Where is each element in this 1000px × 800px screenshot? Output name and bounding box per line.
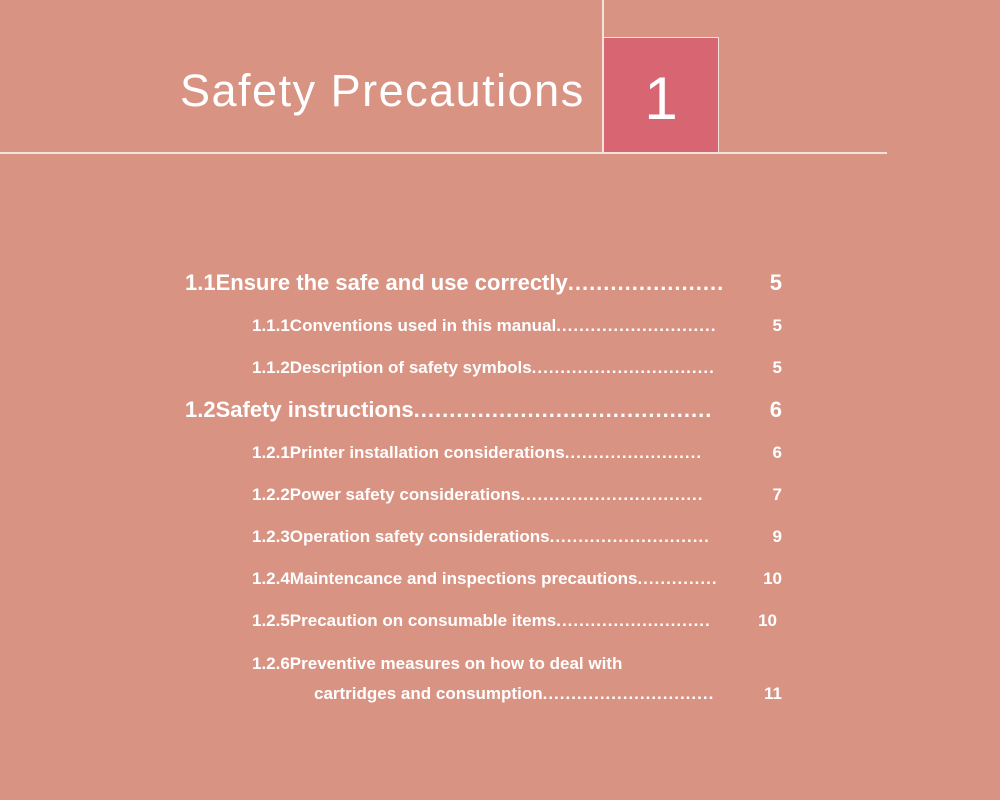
toc-page-number: 6 (769, 397, 782, 422)
toc-entry-1-2-2[interactable] (252, 485, 782, 505)
toc-entry-1-1-2[interactable] (252, 358, 782, 378)
toc-entry-1-2-6[interactable] (252, 654, 782, 704)
toc-page-number: 5 (769, 270, 782, 295)
toc-entry-label: 1.2.1Printer installation considerations (252, 443, 565, 462)
toc-dot-leader: ............................ (549, 527, 710, 546)
toc-dot-leader: .............. (637, 569, 718, 588)
toc-page-number: 7 (772, 485, 782, 504)
toc-entry-1-2-5[interactable] (252, 611, 777, 631)
toc-entry-1-2-1[interactable] (252, 443, 782, 463)
toc-dot-leader: ...................... (567, 270, 725, 295)
toc-dot-leader: ........................... (556, 611, 711, 630)
toc-entry-continuation (252, 684, 782, 704)
toc-entry-label: 1.1.2Description of safety symbols (252, 358, 532, 377)
toc-dot-leader: .......................................... (413, 397, 713, 422)
toc-page-number: 11 (764, 684, 782, 703)
toc-entry-label: 1.2.4Maintencance and inspections precautions (252, 569, 638, 588)
chapter-number: 1 (644, 65, 678, 132)
toc-dot-leader: .............................. (542, 684, 715, 703)
toc-dot-leader: ........................ (564, 443, 703, 462)
toc-entry-1-1-1[interactable] (252, 316, 782, 336)
toc-dot-leader: ................................ (531, 358, 715, 377)
toc-entry-label-continuation: cartridges and consumption (314, 684, 543, 703)
toc-entry-1-2-3[interactable] (252, 527, 782, 547)
toc-entry-label: 1.1.1Conventions used in this manual (252, 316, 557, 335)
toc-page-number: 5 (772, 358, 782, 377)
chapter-number-box (603, 37, 719, 153)
toc-entry-1-1[interactable] (185, 270, 782, 296)
toc-entry-label: 1.1Ensure the safe and use correctly (185, 270, 568, 295)
toc-entry-label: 1.2.2Power safety considerations (252, 485, 521, 504)
toc-page-number: 6 (772, 443, 782, 462)
toc-dot-leader: ................................ (520, 485, 704, 504)
toc-page-number: 10 (758, 611, 777, 630)
toc-entry-label: 1.2.6Preventive measures on how to deal with (252, 654, 623, 673)
toc-page-number: 5 (772, 316, 782, 335)
toc-entry-label: 1.2Safety instructions (185, 397, 414, 422)
toc-page-number: 10 (763, 569, 782, 588)
toc-entry-1-2[interactable] (185, 397, 782, 423)
toc-dot-leader: ............................ (556, 316, 717, 335)
toc-page-number: 9 (772, 527, 782, 546)
toc-entry-1-2-4[interactable] (252, 569, 782, 589)
page-title: Safety Precautions (180, 65, 585, 116)
toc-entry-label: 1.2.5Precaution on consumable items (252, 611, 557, 630)
toc-entry-label: 1.2.3Operation safety considerations (252, 527, 550, 546)
header-horizontal-rule (0, 152, 887, 154)
